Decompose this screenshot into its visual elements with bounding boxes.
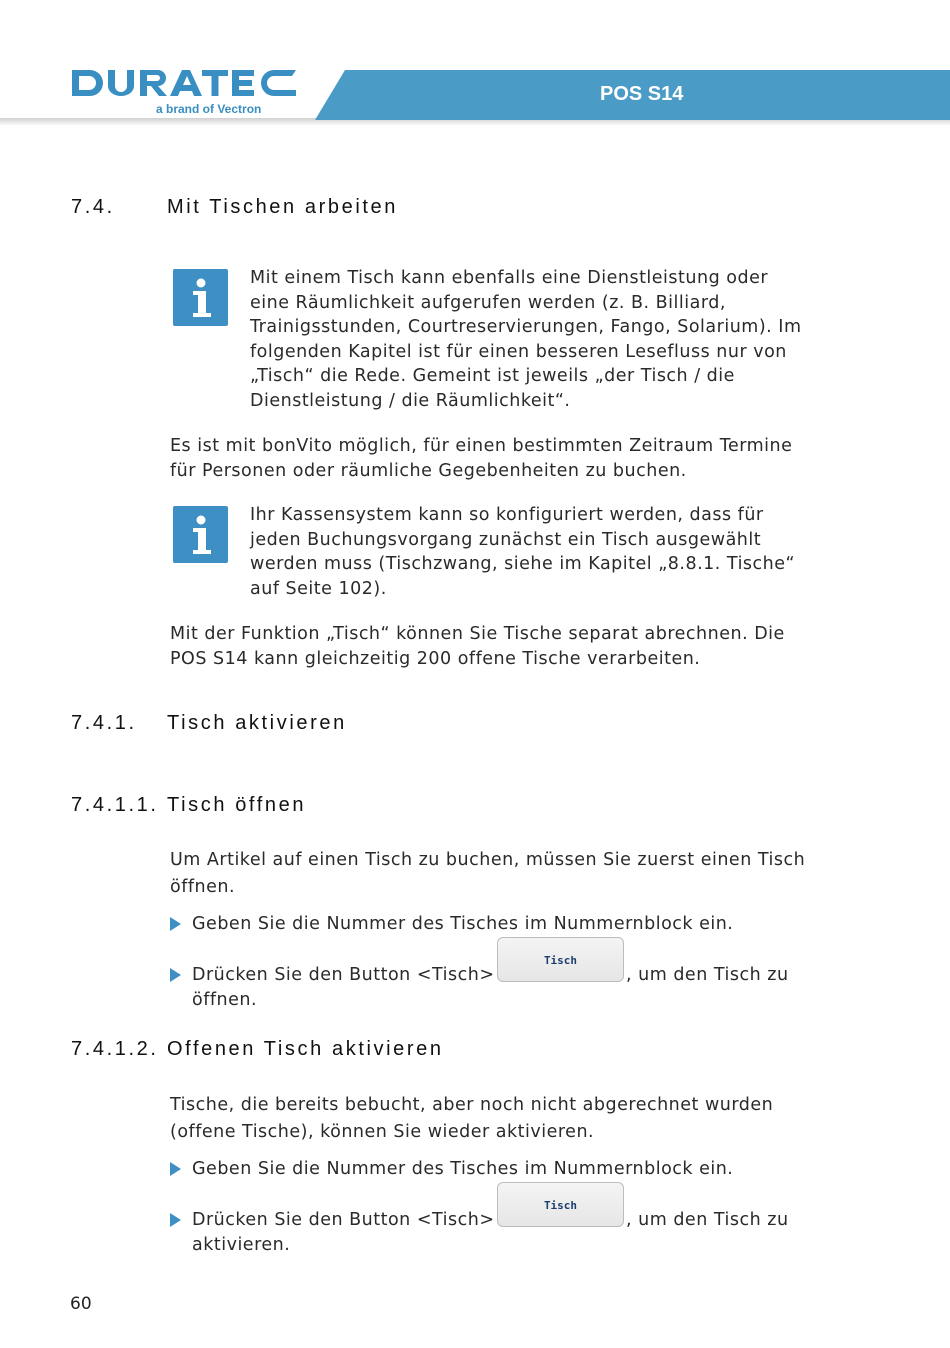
section-title: Mit Tischen arbeiten <box>167 196 398 218</box>
step-text-continued: aktivieren. <box>192 1235 291 1255</box>
page-number: 60 <box>70 1294 92 1314</box>
step-text-continued: , um den Tisch zu <box>626 1210 789 1230</box>
info-note-2: Ihr Kassensystem kann so konfiguriert werden, dass für jeden Buchungsvorgang zunächst ein Tisch ausgewählt werden muss (Tischzwang, siehe im Kapitel „8.8.1. Tische“ auf Seite 102). <box>250 505 796 599</box>
bullet-triangle-icon <box>170 1162 181 1176</box>
section-title: Offenen Tisch aktivieren <box>167 1038 444 1060</box>
section-heading-7-4-1-2 <box>71 1038 444 1061</box>
tisch-button[interactable]: Tisch <box>497 937 624 982</box>
section-number: 7.4.1.2. <box>71 1038 159 1060</box>
bullet-triangle-icon <box>170 917 181 931</box>
paragraph-bonvito: Es ist mit bonVito möglich, für einen bestimmten Zeitraum Termine für Personen oder räumliche Gegebenheiten zu buchen. <box>170 436 793 481</box>
section-title: Tisch öffnen <box>167 794 307 816</box>
step-text: Drücken Sie den Button <Tisch> <box>192 965 495 985</box>
paragraph-tisch-function: Mit der Funktion „Tisch“ können Sie Tische separat abrechnen. Die POS S14 kann gleichzeitig 200 offene Tische verarbeiten. <box>170 624 785 669</box>
intro-tisch-oeffnen: Um Artikel auf einen Tisch zu buchen, müssen Sie zuerst einen Tisch öffnen. <box>170 850 806 897</box>
section-title: Tisch aktivieren <box>167 712 347 734</box>
bullet-triangle-icon <box>170 968 181 982</box>
section-number: 7.4.1.1. <box>71 794 159 816</box>
brand-subtitle: a brand of Vectron <box>156 102 262 116</box>
bullet-triangle-icon <box>170 1213 181 1227</box>
section-heading-7-4-1-1 <box>71 794 306 817</box>
step-text-continued: öffnen. <box>192 990 258 1010</box>
info-icon <box>173 269 228 326</box>
step-text: Drücken Sie den Button <Tisch> <box>192 1210 495 1230</box>
step-text: Geben Sie die Nummer des Tisches im Nummernblock ein. <box>192 1159 734 1179</box>
section-number: 7.4. <box>71 196 115 218</box>
step-text: Geben Sie die Nummer des Tisches im Nummernblock ein. <box>192 914 734 934</box>
section-heading-7-4 <box>71 196 398 219</box>
section-number: 7.4.1. <box>71 712 137 734</box>
product-title: POS S14 <box>600 83 684 105</box>
duratec-logo-icon <box>70 68 300 98</box>
intro-offenen-tisch: Tische, die bereits bebucht, aber noch nicht abgerechnet wurden (offene Tische), können Sie wieder aktivieren. <box>170 1095 774 1142</box>
tisch-button[interactable]: Tisch <box>497 1182 624 1227</box>
page-header <box>0 0 950 122</box>
info-icon <box>173 506 228 563</box>
step-text-continued: , um den Tisch zu <box>626 965 789 985</box>
info-note-1: Mit einem Tisch kann ebenfalls eine Dienstleistung oder eine Räumlichkeit aufgerufen werden (z. B. Billiard, Trainigsstunden, Courtreservierungen, Fango, Solarium). Im folgenden Kapitel ist für einen besseren Lesefluss nur von „Tisch“ die Rede. Gemeint ist jeweils „der Tisch / die Dienstleistung / die Räumlichkeit“. <box>250 268 802 411</box>
section-heading-7-4-1 <box>71 712 347 735</box>
